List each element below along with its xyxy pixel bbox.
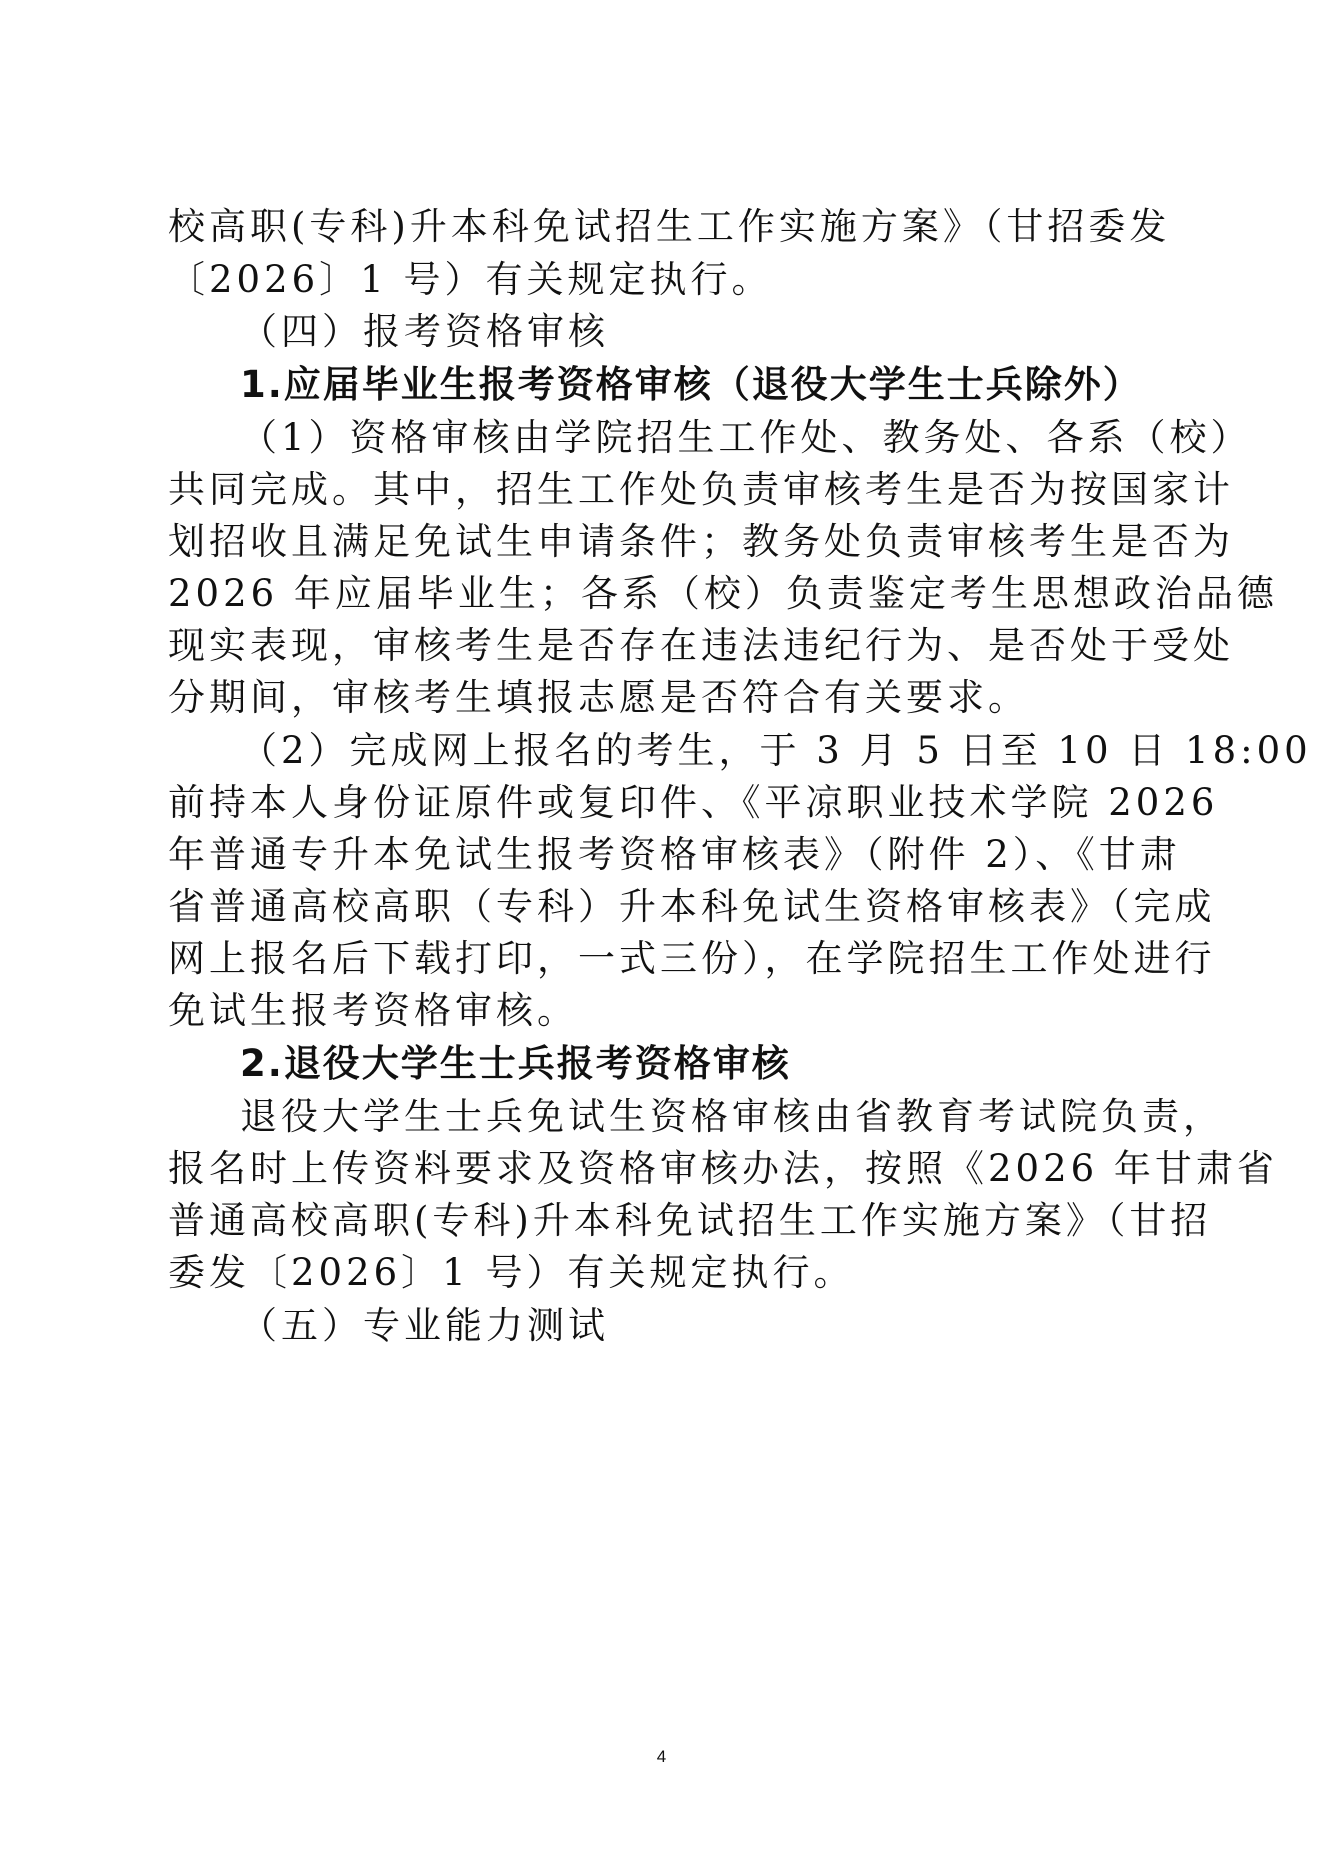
paragraph-line: 年普通专升本免试生报考资格审核表》（附件 2）、《甘肃 — [168, 833, 1181, 876]
paragraph-line: （2）完成网上报名的考生，于 3 月 5 日至 10 日 18:00 — [240, 729, 1312, 772]
paragraph-line: 分期间，审核考生填报志愿是否符合有关要求。 — [168, 676, 1029, 719]
paragraph-line: 前持本人身份证原件或复印件、《平凉职业技术学院 2026 — [168, 781, 1219, 824]
paragraph-line: 普通高校高职(专科)升本科免试招生工作实施方案》（甘招 — [168, 1199, 1212, 1242]
paragraph-line: 省普通高校高职（专科）升本科免试生资格审核表》（完成 — [168, 885, 1216, 928]
paragraph-line: （1）资格审核由学院招生工作处、教务处、各系（校） — [240, 416, 1252, 459]
paragraph-line: 委发〔2026〕1 号）有关规定执行。 — [168, 1251, 855, 1294]
section-heading: （四）报考资格审核 — [240, 310, 609, 353]
page-number: 4 — [656, 1747, 667, 1766]
paragraph-line: 〔2026〕1 号）有关规定执行。 — [168, 258, 773, 301]
paragraph-line: 现实表现，审核考生是否存在违法违纪行为、是否处于受处 — [168, 624, 1234, 667]
paragraph-line: 校高职(专科)升本科免试招生工作实施方案》（甘招委发 — [168, 205, 1171, 248]
paragraph-line: 报名时上传资料要求及资格审核办法，按照《2026 年甘肃省 — [168, 1147, 1278, 1190]
paragraph-line: 划招收且满足免试生申请条件；教务处负责审核考生是否为 — [168, 520, 1234, 563]
paragraph-line: 退役大学生士兵免试生资格审核由省教育考试院负责， — [240, 1095, 1224, 1138]
paragraph-line: 网上报名后下载打印，一式三份），在学院招生工作处进行 — [168, 937, 1216, 980]
paragraph-line: 2026 年应届毕业生；各系（校）负责鉴定考生思想政治品德 — [168, 572, 1278, 615]
paragraph-line: 共同完成。其中，招生工作处负责审核考生是否为按国家计 — [168, 468, 1234, 511]
paragraph-line: 免试生报考资格审核。 — [168, 989, 578, 1032]
subsection-heading: 1.应届毕业生报考资格审核（退役大学生士兵除外） — [240, 363, 1142, 406]
subsection-heading: 2.退役大学生士兵报考资格审核 — [240, 1042, 791, 1085]
section-heading: （五）专业能力测试 — [240, 1304, 609, 1347]
